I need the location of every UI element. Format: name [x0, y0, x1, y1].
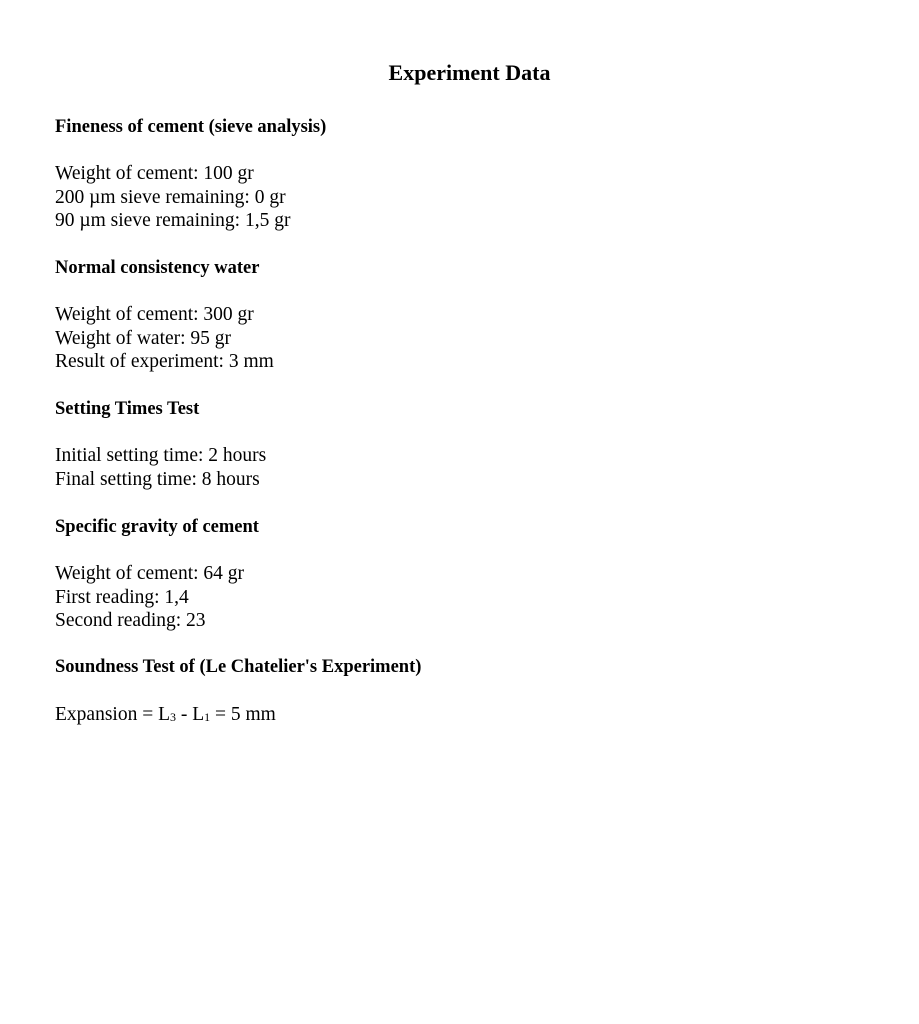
section-lines-setting-times	[55, 444, 266, 491]
section-heading-fineness: Fineness of cement (sieve analysis)	[55, 117, 327, 137]
data-line: Weight of cement: 300 gr	[55, 304, 254, 325]
formula-suffix: = 5 mm	[210, 704, 276, 725]
formula-subscript-1: 1	[204, 710, 211, 724]
section-heading-setting-times: Setting Times Test	[55, 399, 200, 419]
section-lines-consistency	[55, 303, 274, 374]
formula-subscript-3: 3	[169, 710, 176, 724]
formula-prefix: Expansion = L	[55, 704, 170, 725]
data-line: 90 µm sieve remaining: 1,5 gr	[55, 210, 291, 231]
page-title: Experiment Data	[388, 60, 551, 85]
expansion-formula	[55, 703, 276, 730]
data-line: 200 µm sieve remaining: 0 gr	[55, 186, 286, 208]
data-line: Second reading: 23	[55, 610, 206, 631]
data-line: Weight of cement: 100 gr	[55, 163, 254, 184]
data-line: Final setting time: 8 hours	[55, 468, 260, 490]
section-lines-soundness	[55, 703, 276, 730]
section-lines-fineness	[55, 162, 290, 233]
data-line: Result of experiment: 3 mm	[55, 351, 274, 372]
section-lines-specific-gravity	[55, 562, 244, 633]
data-line: Weight of water: 95 gr	[55, 327, 232, 349]
section-heading-consistency: Normal consistency water	[55, 258, 260, 278]
section-heading-soundness: Soundness Test of (Le Chatelier's Experiment)	[55, 657, 422, 677]
formula-middle: - L	[175, 704, 205, 725]
section-heading-specific-gravity: Specific gravity of cement	[55, 517, 259, 537]
data-line: Weight of cement: 64 gr	[55, 563, 245, 584]
data-line: First reading: 1,4	[55, 586, 189, 608]
data-line: Initial setting time: 2 hours	[55, 445, 267, 466]
